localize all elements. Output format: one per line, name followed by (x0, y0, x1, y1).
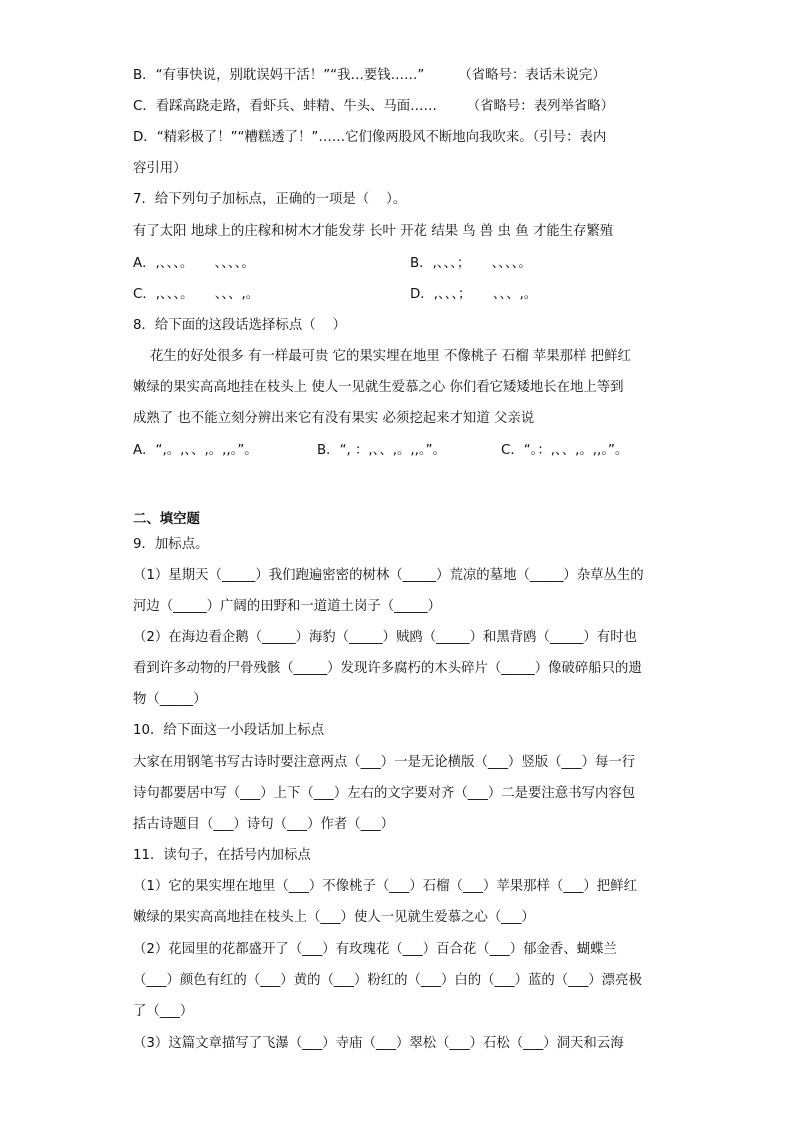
q6-option-c: C．看踩高跷走路，看虾兵、蚌精、牛头、马面…… （省略号：表列举省略） (133, 99, 615, 114)
q11-line6: （3）这篇文章描写了飞瀑（___）寺庙（___）翠松（___）石松（___）洞天和云海 (133, 1036, 624, 1051)
q11-line1: （1）它的果实埋在地里（___）不像桃子（___）石榴（___）苹果那样（___）把鲜红 (133, 879, 637, 894)
q7-stem: 7．给下列句子加标点，正确的一项是（ ）。 (133, 192, 407, 207)
q8-stem: 8．给下面的这段话选择标点（ ） (133, 318, 347, 333)
q11-line3: （2）花园里的花都盛开了（___）有玫瑰花（___）百合花（___）郁金香、蝴蝶兰 (133, 942, 617, 957)
q11-line4: （___）颜色有红的（___）黄的（___）粉红的（___）白的（___）蓝的（___）漂亮极 (133, 973, 642, 988)
q9-line3: （2）在海边看企鹅（_____）海豹（_____）贼鸥（_____）和黑背鸥（_____）有时也 (133, 630, 637, 645)
q8-passage-line2: 嫩绿的果实高高地挂在枝头上 使人一见就生爱慕之心 你们看它矮矮地长在地上等到 (133, 380, 624, 395)
q9-line4: 看到许多动物的尸骨残骸（_____）发现许多腐朽的木头碎片（_____）像破碎船只的遗 (133, 661, 642, 676)
q6-option-d-line2: 容引用） (133, 161, 187, 176)
q10-line2: 诗句都要居中写（___）上下（___）左右的文字要对齐（___）二是要注意书写内容包 (133, 786, 636, 801)
q11-line2: 嫩绿的果实高高地挂在枝头上（___）使人一见就生爱慕之心（___） (133, 910, 535, 925)
q9-line1: （1）星期天（_____）我们跑遍密密的树林（_____）荒凉的墓地（_____）杂草丛生的 (133, 568, 644, 583)
q8-passage-line3: 成熟了 也不能立刻分辨出来它有没有果实 必须挖起来才知道 父亲说 (133, 411, 535, 426)
q9-stem: 9．加标点。 (133, 537, 209, 552)
q11-line5: 了（___） (133, 1004, 194, 1019)
q10-line1: 大家在用钢笔书写古诗时要注意两点（___）一是无论横版（___）竖版（___）每一行 (133, 755, 636, 770)
q7-option-c: C．,、、、。 、、、,。 (133, 287, 260, 302)
q7-option-d: D．,、、、； 、、、,。 (410, 287, 538, 302)
q9-line5: 物（_____） (133, 692, 207, 707)
q10-stem: 10．给下面这一小段话加上标点 (133, 723, 325, 738)
q8-option-c: C．“。：,、、,。,,。”。 (501, 443, 629, 458)
q8-option-b: B．“, ：,、、,。,,。”。 (317, 443, 446, 458)
q11-stem: 11．读句子，在括号内加标点 (133, 848, 311, 863)
q6-option-b: B．“有事快说，别耽误妈干活！”“我…要钱……” （省略号：表话未说完） (133, 68, 606, 83)
q7-option-a: A．,、、、。 、、、、。 (133, 256, 255, 271)
q8-passage-line1: 花生的好处很多 有一样最可贵 它的果实埋在地里 不像桃子 石榴 苹果那样 把鲜红 (133, 349, 631, 364)
q8-option-a: A．“,。,、、,。,,。”。 (133, 443, 258, 458)
q7-option-b: B．,、、、； 、、、、。 (410, 256, 532, 271)
q6-option-d-line1: D．“精彩极了！”“糟糕透了！”……它们像两股风不断地向我吹来。（引号：表内 (133, 130, 607, 145)
q9-line2: 河边（_____）广阔的田野和一道道土岗子（_____） (133, 599, 441, 614)
section-title: 二、填空题 (133, 512, 200, 527)
q10-line3: 括古诗题目（___）诗句（___）作者（___） (133, 817, 395, 832)
q7-sentence: 有了太阳 地球上的庄稼和树木才能发芽 长叶 开花 结果 鸟 兽 虫 鱼 才能生存繁殖 (133, 224, 614, 239)
